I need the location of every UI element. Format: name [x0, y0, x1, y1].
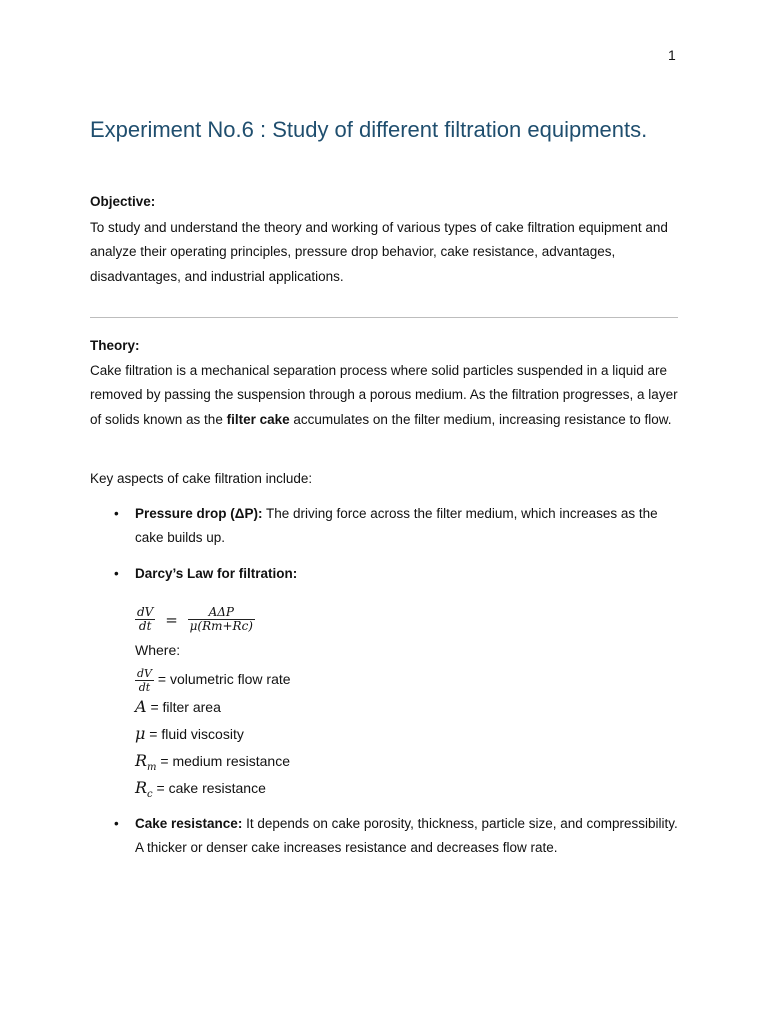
definition-text: = cake resistance — [152, 780, 266, 796]
theory-text-end: accumulates on the filter medium, increasing resistance to flow. — [289, 411, 672, 427]
bullet-cake-resistance — [135, 812, 680, 861]
where-label: Where: — [135, 642, 181, 658]
bullet-label: Pressure drop (ΔP): — [135, 506, 263, 521]
filter-cake-term: filter cake — [226, 411, 290, 427]
bullet-marker: • — [114, 566, 119, 581]
darcy-equation — [135, 606, 255, 633]
section-divider — [90, 317, 678, 318]
definition-symbol: $R_c$ — [135, 778, 153, 801]
bullet-label: Darcy’s Law for filtration: — [135, 566, 298, 581]
definition-symbol: $R_m$ — [135, 751, 157, 774]
bullet-marker: • — [114, 506, 119, 521]
bullet-pressure-drop — [135, 502, 680, 551]
theory-text-start: Cake filtration is a mechanical separation process where solid particles suspended in a liquid are removed by passing the suspension through a porous medium. As the filtration progresses, a layer of solids known as the — [90, 363, 678, 427]
definition-area — [135, 697, 221, 716]
lhs-denominator: dt — [138, 619, 152, 633]
definition-symbol: $\frac{dV}{dt}$ — [137, 667, 152, 694]
document-title: Experiment No.6 : Study of different filtration equipments. — [90, 117, 648, 142]
key-aspects-intro: Key aspects of cake filtration include: — [90, 471, 313, 486]
definition-cake-resistance — [135, 778, 266, 800]
page-number: 1 — [668, 47, 676, 63]
lhs-numerator: dV — [137, 605, 154, 619]
rhs-numerator: AΔP — [188, 606, 255, 620]
equals-sign: = — [165, 610, 178, 629]
objective-text: To study and understand the theory and working of various types of cake filtration equipment and analyze their operating principles, pressure drop behavior, cake resistance, advantages, disadvantages, and industrial applications. — [90, 220, 668, 284]
equation-rhs — [188, 606, 255, 633]
definition-text: = filter area — [146, 699, 221, 715]
bullet-marker: • — [114, 816, 119, 831]
definition-flow-rate — [135, 667, 291, 694]
definition-viscosity — [135, 724, 244, 743]
definition-text: = volumetric flow rate — [154, 671, 291, 688]
objective-heading: Objective: — [90, 194, 156, 209]
definition-text: = medium resistance — [156, 753, 290, 769]
bullet-label: Cake resistance: — [135, 816, 243, 831]
equation-lhs — [135, 606, 155, 633]
theory-paragraph — [90, 359, 690, 432]
bullet-text: The driving force across the filter medium, which increases as the cake builds up. — [135, 506, 658, 546]
bullet-text: It depends on cake porosity, thickness, particle size, and compressibility. A thicker or denser cake increases resistance and decreases flow rate. — [135, 816, 678, 856]
rhs-denominator: μ(Rm+Rc) — [189, 619, 253, 633]
definition-symbol: μ — [135, 724, 146, 743]
theory-heading: Theory: — [90, 338, 140, 353]
definition-symbol: A — [135, 697, 147, 716]
bullet-darcy-law — [135, 562, 680, 586]
definition-text: = fluid viscosity — [145, 726, 244, 742]
definition-medium-resistance — [135, 751, 290, 773]
